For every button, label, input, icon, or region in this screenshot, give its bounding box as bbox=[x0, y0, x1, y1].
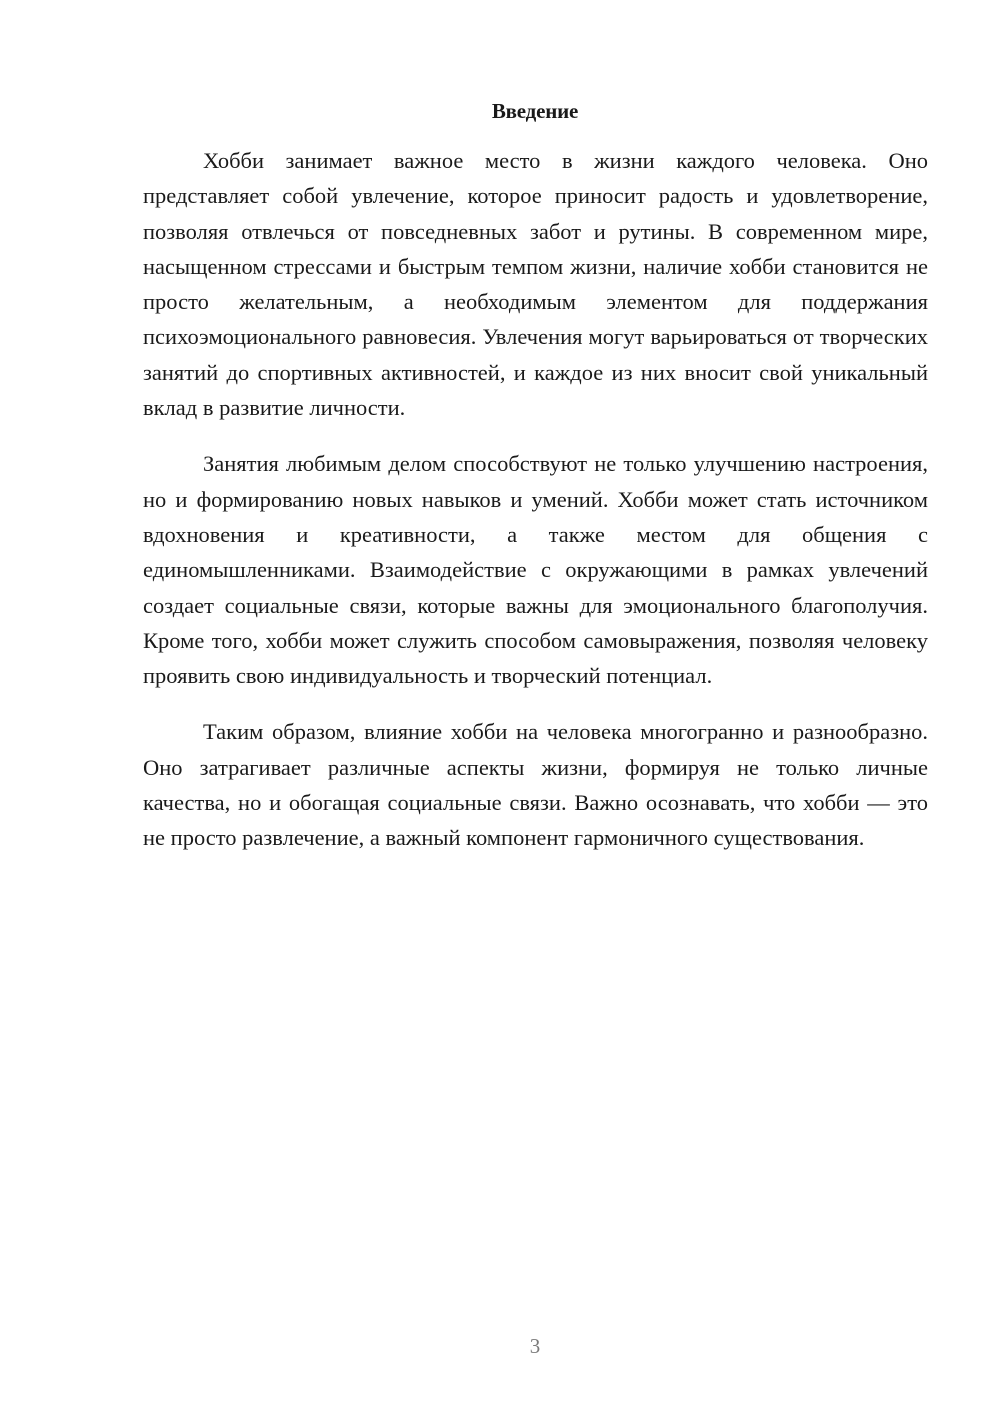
paragraph-1: Хобби занимает важное место в жизни каждого человека. Оно представляет собой увлечение, которое приносит радость и удовлетворение, позволяя отвлечься от повседневных забот и рутины. В современном мире, насыщенном стрессами и быстрым темпом жизни, наличие хобби становится не просто желательным, а необходимым элементом для поддержания психоэмоционального равновесия. Увлечения могут варьироваться от творческих занятий до спортивных активностей, и каждое из них вносит свой уникальный вклад в развитие личности. bbox=[143, 148, 928, 421]
page-number: 3 bbox=[529, 1334, 541, 1358]
document-body bbox=[143, 143, 928, 856]
paragraph-2: Занятия любимым делом способствуют не только улучшению настроения, но и формированию новых навыков и умений. Хобби может стать источником вдохновения и креативности, а также местом для общения с единомышленниками. Взаимодействие с окружающими в рамках увлечений создает социальные связи, которые важны для эмоционального благополучия. Кроме того, хобби может служить способом самовыражения, позволяя человеку проявить свою индивидуальность и творческий потенциал. bbox=[143, 451, 928, 689]
paragraph-3: Таким образом, влияние хобби на человека многогранно и разнообразно. Оно затрагивает различные аспекты жизни, формируя не только личные качества, но и обогащая социальные связи. Важно осознавать, что хобби — это не просто развлечение, а важный компонент гармоничного существования. bbox=[143, 719, 928, 851]
section-title: Введение bbox=[491, 99, 579, 123]
